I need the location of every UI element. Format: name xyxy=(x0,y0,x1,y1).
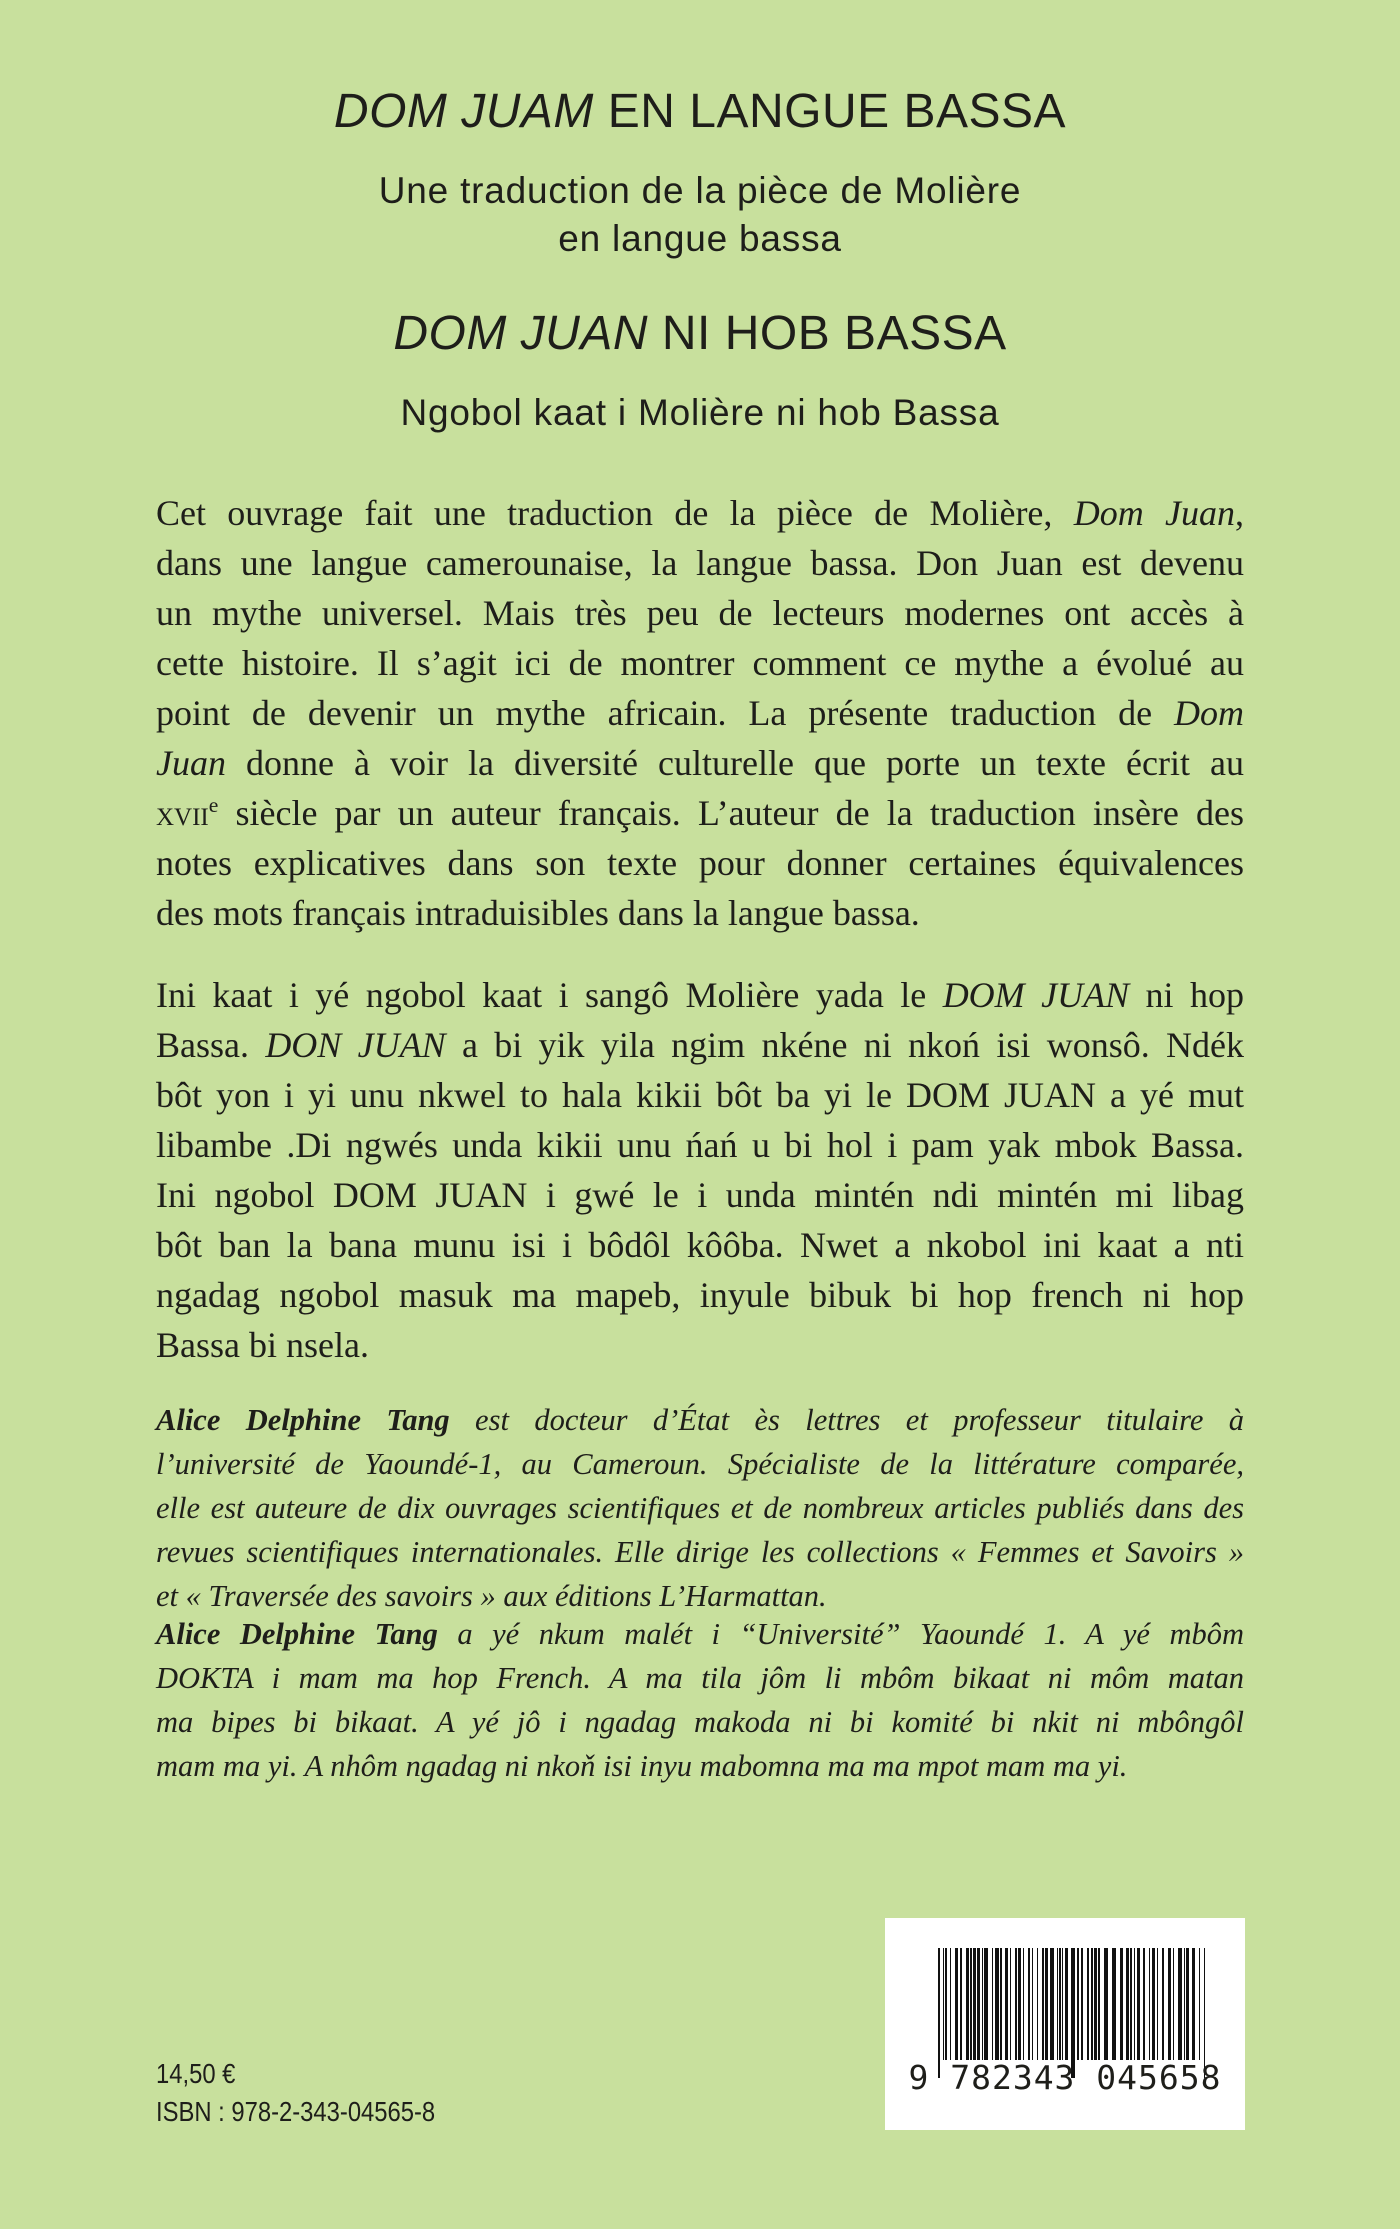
barcode-bar xyxy=(960,1948,962,2060)
text-segment: ngadag ngobol masuk ma mapeb, inyule bibuk bi hop french ni hop xyxy=(156,1275,1244,1315)
text-line xyxy=(156,1120,1244,1170)
barcode-bar xyxy=(1087,1948,1089,2060)
text-line xyxy=(156,1398,1244,1442)
text-segment: a yé nkum malét i “Université” Yaoundé 1. A yé mbôm xyxy=(437,1617,1244,1651)
text-segment: bôt ban la bana munu isi i bôdôl kôôba. Nwet a nkobol ini kaat a nti xyxy=(156,1225,1244,1265)
barcode-bar xyxy=(1199,1948,1200,2060)
barcode-bar xyxy=(1059,1948,1061,2060)
text-segment: e xyxy=(208,793,219,817)
text-line xyxy=(156,1700,1244,1744)
text-line xyxy=(156,1220,1244,1270)
barcode-bar xyxy=(1005,1948,1008,2060)
barcode-bar xyxy=(1162,1948,1164,2060)
barcode-bar xyxy=(970,1948,972,2060)
barcode-bar xyxy=(995,1948,999,2060)
text-segment: Bassa bi nsela. xyxy=(156,1325,369,1365)
text-line xyxy=(156,1270,1244,1320)
barcode-bar xyxy=(1178,1948,1182,2060)
subtitle-bassa: Ngobol kaat i Molière ni hob Bassa xyxy=(400,392,1000,433)
text-line xyxy=(156,1070,1244,1120)
text-segment: Ini ngobol DOM JUAN i gwé le i unda mintén ndi mintén mi libag xyxy=(156,1175,1244,1215)
text-segment: notes explicatives dans son texte pour donner certaines équivalences xyxy=(156,843,1244,883)
barcode-bar xyxy=(950,1948,951,2060)
barcode-bar xyxy=(1168,1948,1171,2060)
barcode-bar xyxy=(1192,1948,1195,2060)
barcode-bar xyxy=(1037,1948,1038,2060)
text-line xyxy=(156,538,1244,588)
text-segment: mam ma yi. A nhôm ngadag ni nkoň isi inyu mabomna ma ma mpot mam ma yi. xyxy=(156,1749,1128,1783)
barcode-bar xyxy=(992,1948,993,2060)
text-line xyxy=(156,1530,1244,1574)
text-line xyxy=(156,688,1244,738)
barcode-bar xyxy=(1134,1948,1135,2060)
barcode-bar xyxy=(1018,1948,1021,2060)
text-line xyxy=(156,488,1244,538)
text-line xyxy=(156,1320,1244,1370)
barcode-bar xyxy=(955,1948,958,2060)
text-line xyxy=(156,788,1244,838)
title-french-italic: DOM JUAM xyxy=(333,85,594,138)
subtitle-french-line1: Une traduction de la pièce de Molière xyxy=(378,170,1022,211)
text-segment: siècle par un auteur français. L’auteur de la traduction insère des xyxy=(218,793,1244,833)
author-bio-french xyxy=(156,1398,1244,1618)
barcode-bar xyxy=(1023,1948,1024,2060)
barcode-bar xyxy=(1173,1948,1174,2060)
text-line xyxy=(156,1612,1244,1656)
barcode-bar xyxy=(984,1948,988,2060)
text-line xyxy=(156,1656,1244,1700)
barcode-bar xyxy=(977,1948,980,2060)
barcode-bar xyxy=(1015,1948,1017,2060)
barcode-bar xyxy=(1130,1948,1132,2060)
text-segment: libambe .Di ngwés unda kikii unu ńań u bi hol i pam yak mbok Bassa. xyxy=(156,1125,1244,1165)
barcode-digits: 9 782343 045658 xyxy=(908,2058,1222,2097)
author-bio-bassa xyxy=(156,1612,1244,1788)
text-segment: a bi yik yila ngim nkéne ni nkoń isi wonsô. Ndék xyxy=(445,1025,1244,1065)
barcode-bar xyxy=(1137,1948,1140,2060)
text-segment: des mots français intraduisibles dans la langue bassa. xyxy=(156,893,920,933)
text-segment: Alice Delphine Tang xyxy=(156,1403,450,1437)
barcode-bar xyxy=(1045,1948,1048,2060)
description-bassa xyxy=(156,970,1244,1370)
text-line xyxy=(156,738,1244,788)
text-segment: Dom Juan xyxy=(1073,493,1235,533)
text-segment: Bassa. xyxy=(156,1025,266,1065)
barcode-bar xyxy=(1184,1948,1185,2060)
text-segment: Ini kaat i yé ngobol kaat i sangô Molière yada le xyxy=(156,975,943,1015)
text-segment: elle est auteure de dix ouvrages scientifiques et de nombreux articles publiés dans des xyxy=(156,1491,1244,1525)
barcode-bar xyxy=(1126,1948,1129,2060)
subtitle-french-line2: en langue bassa xyxy=(558,218,842,259)
text-segment: ni hop xyxy=(1129,975,1245,1015)
text-segment: est docteur d’État ès lettres et professeur titulaire à xyxy=(449,1403,1245,1437)
text-segment: Alice Delphine Tang xyxy=(156,1617,438,1651)
barcode-bar xyxy=(1104,1948,1108,2060)
text-line xyxy=(156,1170,1244,1220)
description-french xyxy=(156,488,1244,938)
title-bassa xyxy=(0,306,1400,361)
barcode-bar xyxy=(1028,1948,1030,2060)
barcode xyxy=(885,1918,1245,2130)
barcode-bar xyxy=(1081,1948,1083,2060)
text-segment: donne à voir la diversité culturelle que porte un texte écrit au xyxy=(225,743,1244,783)
title-french-rest: EN LANGUE BASSA xyxy=(593,85,1067,138)
title-french xyxy=(0,84,1400,139)
barcode-bar xyxy=(1120,1948,1123,2060)
barcode-bar xyxy=(1094,1948,1097,2060)
text-segment: DOKTA i mam ma hop French. A ma tila jôm li mbôm bikaat ni môm matan xyxy=(156,1661,1244,1695)
text-line xyxy=(156,1486,1244,1530)
barcode-bar xyxy=(1065,1948,1068,2060)
text-line xyxy=(156,1442,1244,1486)
barcode-bar xyxy=(973,1948,976,2060)
text-segment: , xyxy=(1235,493,1244,533)
text-segment: l’université de Yaoundé-1, au Cameroun. Spécialiste de la littérature comparée, xyxy=(156,1447,1244,1481)
text-line xyxy=(156,838,1244,888)
text-segment: et « Traversée des savoirs » aux éditions L’Harmattan. xyxy=(156,1579,827,1613)
text-segment: revues scientifiques internationales. Elle dirige les collections « Femmes et Savoirs » xyxy=(156,1535,1244,1569)
text-line xyxy=(156,970,1244,1020)
text-segment: DON JUAN xyxy=(265,1025,446,1065)
barcode-bar xyxy=(1152,1948,1155,2060)
barcode-bar xyxy=(1062,1948,1063,2060)
title-bassa-rest: NI HOB BASSA xyxy=(648,307,1007,360)
isbn: ISBN : 978-2-343-04565-8 xyxy=(156,2096,436,2127)
barcode-bar xyxy=(1000,1948,1002,2060)
barcode-bar xyxy=(945,1948,947,2060)
barcode-bar xyxy=(943,1948,944,2060)
barcode-bar xyxy=(1091,1948,1093,2060)
text-segment: DOM JUAN xyxy=(942,975,1130,1015)
price: 14,50 € xyxy=(156,2058,236,2089)
text-line xyxy=(156,1020,1244,1070)
text-line xyxy=(156,588,1244,638)
barcode-bar xyxy=(1042,1948,1044,2060)
barcode-bar xyxy=(1057,1948,1058,2060)
text-segment: un mythe universel. Mais très peu de lecteurs modernes ont accès à xyxy=(156,593,1244,633)
text-line xyxy=(156,638,1244,688)
text-segment: Cet ouvrage fait une traduction de la pièce de Molière, xyxy=(156,493,1074,533)
barcode-bar xyxy=(1149,1948,1150,2060)
barcode-bar xyxy=(1010,1948,1011,2060)
text-segment: Dom xyxy=(1174,693,1244,733)
text-segment: dans une langue camerounaise, la langue bassa. Don Juan est devenu xyxy=(156,543,1244,583)
text-line xyxy=(156,888,1244,938)
text-segment: point de devenir un mythe africain. La présente traduction de xyxy=(156,693,1174,733)
barcode-bar xyxy=(1050,1948,1054,2060)
barcode-bar xyxy=(966,1948,969,2060)
barcode-bar xyxy=(1143,1948,1145,2060)
text-segment: ma bipes bi bikaat. A yé jô i ngadag makoda ni bi komité bi nkit ni mbôngôl xyxy=(156,1705,1244,1739)
barcode-bar xyxy=(1098,1948,1100,2060)
text-line xyxy=(156,1744,1244,1788)
text-segment: cette histoire. Il s’agit ici de montrer comment ce mythe a évolué au xyxy=(156,643,1244,683)
title-bassa-italic: DOM JUAN xyxy=(393,307,649,360)
barcode-bar xyxy=(1186,1948,1189,2060)
text-segment: xvii xyxy=(156,793,209,833)
barcode-bar xyxy=(1032,1948,1033,2060)
barcode-bar xyxy=(1077,1948,1079,2060)
barcode-bar xyxy=(1157,1948,1158,2060)
barcode-bar xyxy=(982,1948,983,2060)
text-segment: bôt yon i yi unu nkwel to hala kikii bôt ba yi le DOM JUAN a yé mut xyxy=(156,1075,1244,1115)
barcode-bar xyxy=(1112,1948,1116,2060)
text-segment: Juan xyxy=(156,743,226,783)
